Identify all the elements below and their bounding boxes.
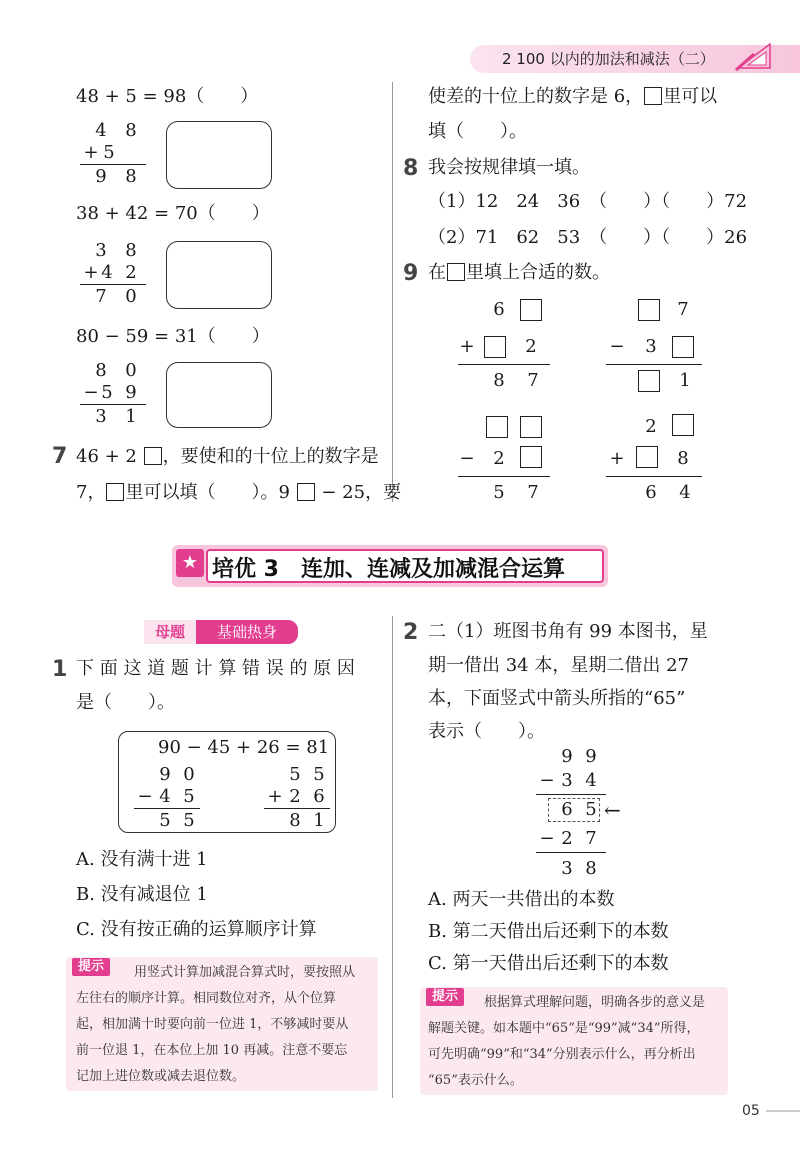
q8-title: 我会按规律填一填。 xyxy=(428,157,590,178)
blank-square[interactable] xyxy=(644,87,662,105)
blank-square[interactable] xyxy=(636,446,658,468)
q1-tip-label: 提示 xyxy=(72,958,110,976)
blank-square[interactable] xyxy=(106,483,124,501)
q2-line-3: 本，下面竖式中箭头所指的“65” xyxy=(428,688,686,709)
blank-square[interactable] xyxy=(486,416,508,438)
question-number-8: 8 xyxy=(403,156,419,181)
q2-line-4: 表示（ ）。 xyxy=(428,721,545,742)
answer-box-2[interactable] xyxy=(166,241,272,309)
q1-line-1: 下 面 这 道 题 计 算 错 误 的 原 因 xyxy=(76,658,355,679)
q7-line-1: 46 + 2 ，要使和的十位上的数字是 xyxy=(76,446,379,467)
equation-3: 80 − 59 = 31（ ） xyxy=(76,326,270,347)
q2-line-2: 期一借出 34 本，星期二借出 27 xyxy=(428,655,689,676)
star-icon: ★ xyxy=(176,549,204,577)
arrow-left-icon: ← xyxy=(604,798,621,822)
blank-square[interactable] xyxy=(144,447,162,465)
q8-sequence-1: （1）12 24 36 （ ）（ ）72 xyxy=(428,191,748,212)
q1-option-c[interactable]: C. 没有按正确的运算顺序计算 xyxy=(76,919,317,940)
blank-square[interactable] xyxy=(638,370,660,392)
blank-square[interactable] xyxy=(672,336,694,358)
q2-tip-label: 提示 xyxy=(426,988,464,1006)
q2-option-c[interactable]: C. 第一天借出后还剩下的本数 xyxy=(428,953,669,974)
blank-square[interactable] xyxy=(447,263,465,281)
ruler-triangle-icon xyxy=(734,40,774,72)
tag-warmup: 基础热身 xyxy=(196,620,298,644)
answer-box-1[interactable] xyxy=(166,121,272,189)
answer-box-3[interactable] xyxy=(166,362,272,428)
blank-square[interactable] xyxy=(638,299,660,321)
question-number-9: 9 xyxy=(403,261,419,286)
q7-line-2: 7， 里可以填（ ）。9 − 25，要 xyxy=(76,482,402,503)
column-divider xyxy=(392,616,393,1098)
q7-cont-line-2: 填（ ）。 xyxy=(428,121,527,142)
page-line xyxy=(766,1110,800,1112)
question-number-1: 1 xyxy=(52,657,68,682)
q2-option-a[interactable]: A. 两天一共借出的本数 xyxy=(428,889,615,910)
blank-square[interactable] xyxy=(297,483,315,501)
equation-2: 38 + 42 = 70（ ） xyxy=(76,203,270,224)
blank-square[interactable] xyxy=(484,336,506,358)
question-number-2: 2 xyxy=(403,620,419,645)
chapter-title: 2 100 以内的加法和减法（二） xyxy=(502,50,715,68)
blank-square[interactable] xyxy=(520,299,542,321)
equation-1: 48 + 5 = 98（ ） xyxy=(76,86,259,107)
q2-line-1: 二（1）班图书角有 99 本图书，星 xyxy=(428,621,708,642)
q1-option-a[interactable]: A. 没有满十进 1 xyxy=(76,849,208,870)
q8-sequence-2: （2）71 62 53 （ ）（ ）26 xyxy=(428,227,748,248)
column-divider xyxy=(392,82,393,502)
q9-title: 在 里填上合适的数。 xyxy=(428,262,610,283)
q7-cont-line-1: 使差的十位上的数字是 6， 里可以 xyxy=(428,86,718,107)
q1-option-b[interactable]: B. 没有减退位 1 xyxy=(76,884,208,905)
blank-square[interactable] xyxy=(672,414,694,436)
blank-square[interactable] xyxy=(520,416,542,438)
section-title: 培优 3 连加、连减及加减混合运算 xyxy=(212,557,565,582)
question-number-7: 7 xyxy=(52,444,68,469)
q1-equation: 90 − 45 + 26 = 81 xyxy=(158,737,330,758)
blank-square[interactable] xyxy=(520,446,542,468)
tag-mother-problem: 母题 xyxy=(144,620,196,644)
page-number: 05 xyxy=(742,1103,760,1119)
q1-line-2: 是（ ）。 xyxy=(76,692,175,713)
q2-option-b[interactable]: B. 第二天借出后还剩下的本数 xyxy=(428,921,669,942)
